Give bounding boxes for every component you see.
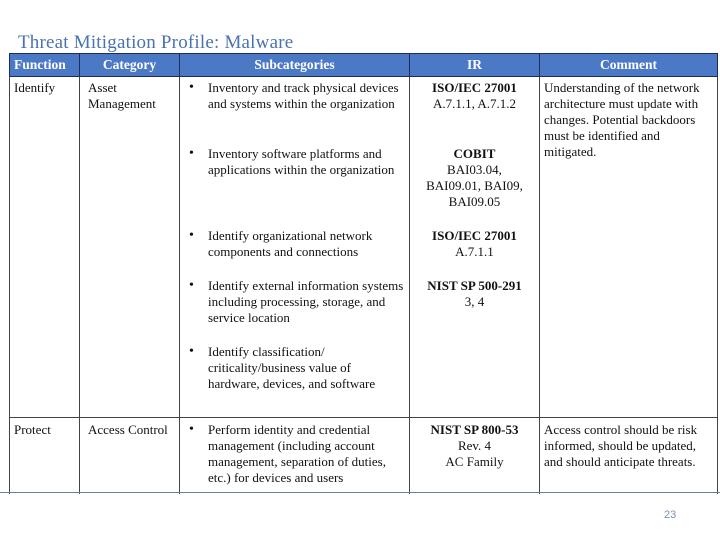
header-comment: Comment: [540, 54, 718, 77]
header-category: Category: [80, 54, 180, 77]
cell-category: Access Control: [80, 418, 180, 495]
list-item: • Identify organizational network components and connections: [189, 228, 373, 259]
cell-subcategories: [180, 418, 410, 495]
ir-reference: NIST SP 500-291 3, 4: [427, 278, 522, 309]
header-subcategories: Subcategories: [180, 54, 410, 77]
header-function: Function: [10, 54, 80, 77]
list-item: • Inventory and track physical devices and systems within the organization: [189, 80, 399, 111]
page-number: 23: [664, 509, 677, 521]
list-item: • Identify external information systems including processing, storage, and service location: [189, 278, 404, 325]
cell-function: Protect: [10, 418, 80, 495]
cell-ir: [410, 418, 540, 495]
cell-subcategories: [180, 77, 410, 418]
threat-mitigation-table: [9, 53, 718, 494]
ir-reference: ISO/IEC 27001 A.7.1.1, A.7.1.2: [432, 80, 517, 111]
ir-reference: COBIT BAI03.04, BAI09.01, BAI09, BAI09.05: [426, 146, 523, 209]
cell-category: Asset Management: [80, 77, 180, 418]
list-item: • Perform identity and credential management (including account management, separation of duties, etc.) for devices and users: [189, 422, 386, 485]
header-ir: IR: [410, 54, 540, 77]
list-item: • Identify classification/ criticality/business value of hardware, devices, and software: [189, 344, 376, 391]
slide-title: Threat Mitigation Profile: Malware: [18, 32, 294, 53]
cell-ir: [410, 77, 540, 418]
table-row-identify: [10, 77, 718, 418]
list-item: • Inventory software platforms and applications within the organization: [189, 146, 395, 177]
table-row-protect: [10, 418, 718, 495]
table-header-row: [10, 54, 718, 77]
ir-reference: NIST SP 800-53 Rev. 4 AC Family: [430, 422, 519, 469]
cell-function: Identify: [10, 77, 80, 418]
cell-comment: Access control should be risk informed, should be updated, and should anticipate threats.: [540, 418, 718, 495]
cell-comment: Understanding of the network architecture must update with changes. Potential backdoors must be identified and mitigated.: [540, 77, 718, 418]
ir-reference: ISO/IEC 27001 A.7.1.1: [432, 228, 517, 259]
bottom-divider: [0, 492, 720, 493]
subcategory-list: [184, 80, 405, 392]
subcategory-list: [184, 422, 405, 494]
